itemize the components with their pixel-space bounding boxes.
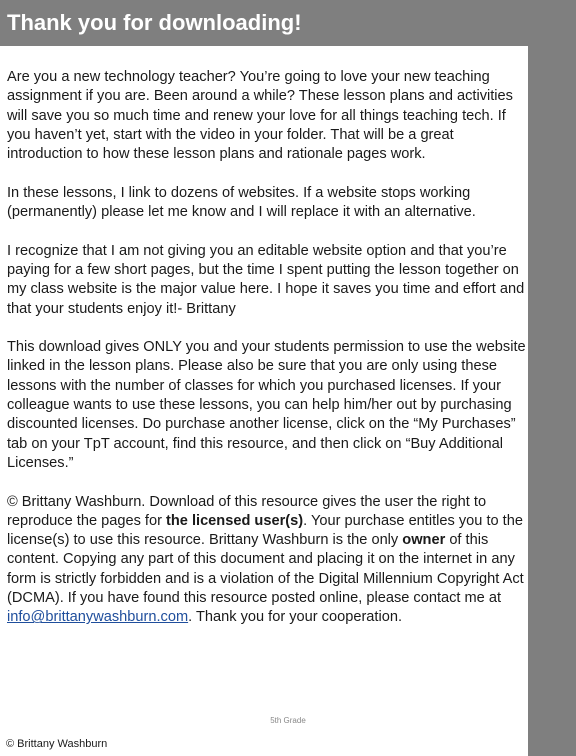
copyright-text-3: of this content. Copying any part of this document and placing it on the internet in any form is strictly forbidden and is a violation of the Digital Millennium Copyright Act (DCMA). If you have found this resource posted online, please contact me at bbox=[7, 532, 524, 607]
copyright-bold-owner: owner bbox=[402, 532, 446, 549]
websites-paragraph: In these lessons, I link to dozens of websites. If a website stops working (permanently) please let me know and I will replace it with an alternative. bbox=[7, 184, 476, 221]
copyright-text-4: . Thank you for your cooperation. bbox=[188, 609, 403, 626]
page-title: Thank you for downloading! bbox=[7, 10, 302, 35]
email-link[interactable]: info@brittanywashburn.com bbox=[7, 609, 189, 626]
header-banner bbox=[0, 0, 576, 46]
copyright-text-2: . Your purchase entitles you to the license(s) to use this resource. Brittany Washburn is the only bbox=[7, 512, 523, 549]
intro-paragraph: Are you a new technology teacher? You’re going to love your new teaching assignment if you are. Been around a while? These lesson plans and activities will save you so much time and renew your love for all things teaching tech. If you haven’t yet, start with the video in your folder. That will be a great introduction to how these lesson plans and rationale pages work. bbox=[7, 69, 513, 163]
license-paragraph: This download gives ONLY you and your students permission to use the website linked in the lesson plans. Please also be sure that you are only using these lessons with the number of classes for which you purchased licenses. If your colleague wants to use these lessons, you can help him/her out by purchasing discounted licenses. Do purchase another license, click on the “My Purchases” tab on your TpT account, find this resource, and then click on “Buy Additional Licenses.” bbox=[7, 339, 526, 471]
footer-grade: 5th Grade bbox=[270, 716, 306, 725]
footer-author: © Brittany Washburn bbox=[6, 738, 108, 750]
copyright-text-1: © Brittany Washburn. Download of this resource gives the user the right to reproduce the pages for bbox=[7, 493, 487, 529]
side-bar bbox=[528, 46, 576, 756]
document-body bbox=[7, 68, 529, 647]
copyright-paragraph bbox=[7, 493, 529, 628]
copyright-bold-licensed: the licensed user(s) bbox=[166, 512, 304, 529]
editable-paragraph: I recognize that I am not giving you an editable website option and that you’re paying for a few short pages, but the time I spent putting the lesson together on my class website is the major value here. I hope it saves you time and effort and that your students enjoy it!- Brittany bbox=[7, 242, 525, 317]
